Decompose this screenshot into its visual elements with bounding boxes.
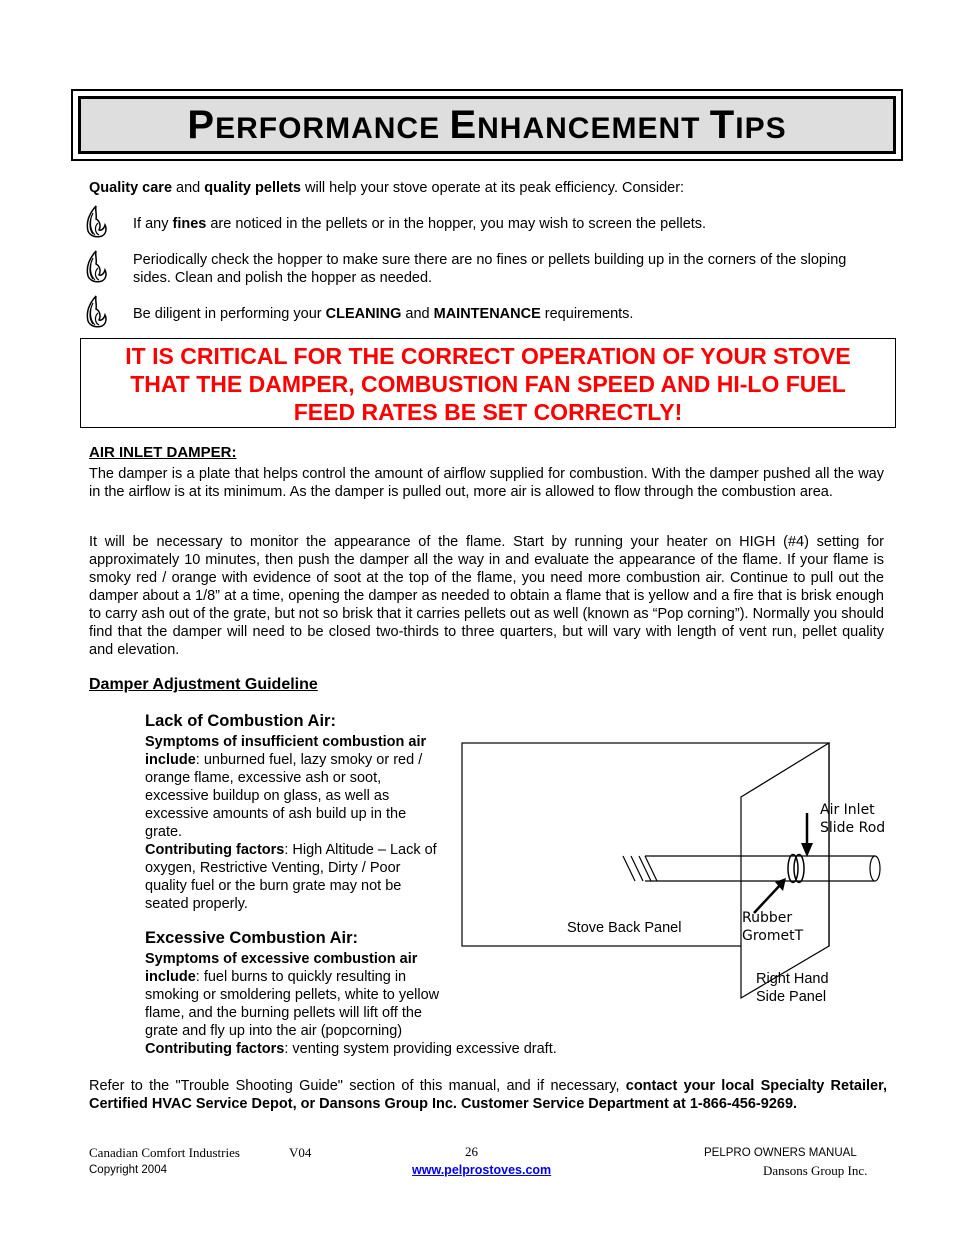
- footer-group: Dansons Group Inc.: [763, 1163, 868, 1178]
- critical-warning-box: [80, 338, 896, 428]
- footer-manual: PELPRO OWNERS MANUAL: [704, 1147, 857, 1159]
- tip-hopper: Periodically check the hopper to make sure there are no fines or pellets building up in the corners of the sloping sides. Clean and polish the hopper as needed.: [133, 252, 847, 286]
- air-inlet-paragraph-2: It will be necessary to monitor the appearance of the flame. Start by running your heater on HIGH (#4) setting for approximately 10 minutes, then push the damper all the way in and evaluate the appearance of the flame. If your flame is smoky red / orange with evidence of soot at the top of the flame, you need more combustion air. Continue to pull out the damper about a 1/8” at a time, opening the damper as needed to obtain a flame that is yellow and a fire that is brisk enough to carry ash out of the grate, but not so brisk that it carries pellets out as well (known as “Pop corning”). Normally you should find that the damper will need to be closed two-thirds to three quarters, but will vary with length of vent run, pellet quality and elevation.: [89, 534, 884, 658]
- air-inlet-paragraph-1: The damper is a plate that helps control the amount of airflow supplied for combustion. With the damper pushed all the way in the airflow is at its minimum. As the damper is pulled out, more air is allowed to flow through the combustion area.: [89, 466, 884, 500]
- footer-company: Canadian Comfort Industries: [89, 1145, 240, 1160]
- intro-text: Quality care and quality pellets will help your stove operate at its peak efficiency. Consider:: [89, 180, 685, 196]
- warning-line: IT IS CRITICAL FOR THE CORRECT OPERATION OF YOUR STOVE: [125, 343, 851, 369]
- excess-air-factors: Contributing factors: venting system providing excessive draft.: [145, 1041, 557, 1057]
- title-banner: [78, 96, 896, 154]
- page-number: 26: [465, 1144, 478, 1159]
- side-panel-shape: [741, 743, 829, 998]
- flame-bullet-icon: [84, 205, 108, 239]
- section-heading-guideline: Damper Adjustment Guideline: [89, 676, 318, 693]
- flame-bullet-icon: [84, 250, 108, 284]
- air-inlet-rod-label: Air Inlet Slide Rod: [820, 802, 886, 836]
- section-heading-air-inlet: AIR INLET DAMPER:: [89, 444, 237, 461]
- website-link[interactable]: www.pelprostoves.com: [412, 1163, 552, 1177]
- flame-bullet-icon: [84, 295, 108, 329]
- refer-paragraph: Refer to the "Trouble Shooting Guide" section of this manual, and if necessary, contact your local Specialty Retailer, Certified HVAC Service Depot, or Dansons Group Inc. Customer Service Department at 1-866-456-9269.: [89, 1078, 887, 1112]
- tip-cleaning: Be diligent in performing your CLEANING and MAINTENANCE requirements.: [133, 306, 634, 322]
- footer-version: V04: [289, 1145, 312, 1160]
- side-panel-label: Right Hand Side Panel: [756, 971, 829, 1005]
- damper-diagram: [455, 735, 895, 1010]
- excess-air-symptoms: Symptoms of excessive combustion air include: fuel burns to quickly resulting in smoking or smoldering pellets, white to yellow flame, and the burning pellets will lift off the grate and fly up into the air (popcorning): [145, 951, 440, 1039]
- lack-air-heading: Lack of Combustion Air:: [145, 712, 336, 730]
- tip-fines: If any fines are noticed in the pellets or in the hopper, you may wish to screen the pellets.: [133, 216, 707, 232]
- back-panel-label: Stove Back Panel: [567, 920, 682, 936]
- excess-air-heading: Excessive Combustion Air:: [145, 929, 359, 947]
- page-title: PERFORMANCE ENHANCEMENT TIPS: [187, 102, 787, 147]
- rubber-grommet-label: Rubber GrometT: [742, 910, 804, 944]
- warning-line: THAT THE DAMPER, COMBUSTION FAN SPEED AND HI-LO FUEL: [130, 371, 846, 397]
- warning-line: FEED RATES BE SET CORRECTLY!: [293, 399, 683, 425]
- footer-copyright: Copyright 2004: [89, 1164, 167, 1176]
- lack-air-description: Symptoms of insufficient combustion air include: unburned fuel, lazy smoky or red / orange flame, excessive ash or soot, excessive buildup on glass, as well as excessive amounts of ash build up in the grate. Contributing factors: High Altitude – Lack of oxygen, Restrictive Venting, Dirty / Poor quality fuel or the burn grate may not be seated properly.: [145, 734, 437, 912]
